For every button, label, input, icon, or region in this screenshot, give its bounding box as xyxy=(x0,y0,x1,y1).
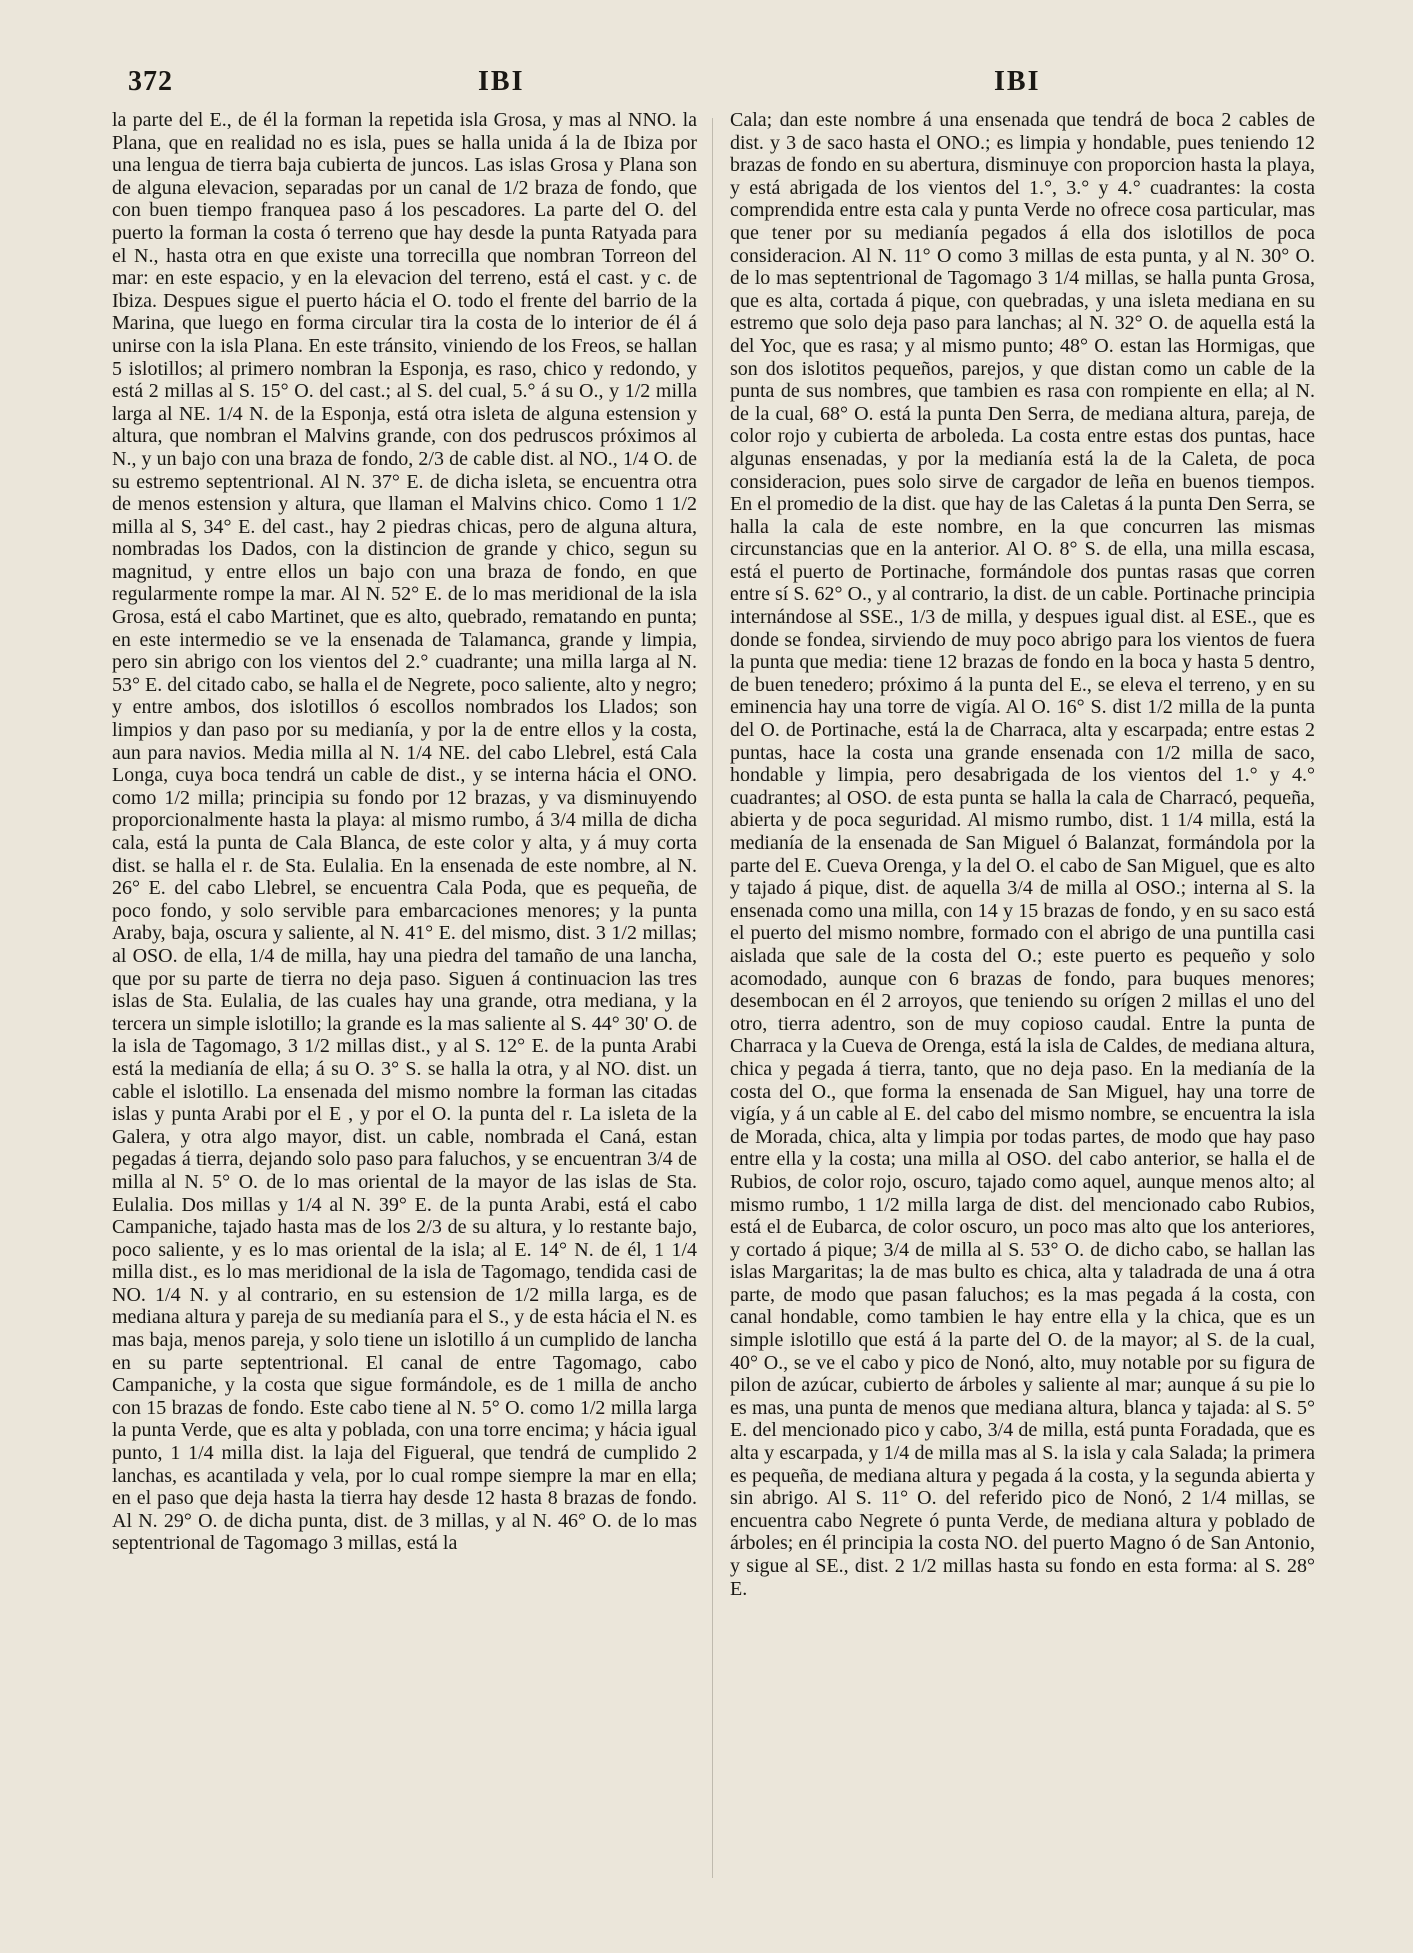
column-right-text: Cala; dan este nombre á una ensenada que tendrá de boca 2 cables de dist. y 3 de saco hasta el ONO.; es limpia y hondable, pues teniendo 12 brazas de fondo en su abertura, disminuye con proporcion hasta la playa, y está abrigada de los vientos del 1.°, 3.° y 4.° cuadrantes: la costa comprendida entre esta cala y punta Verde no ofrece cosa particular, mas que tener por su medianía pegados á ella dos islotillos de poca consideracion. Al N. 11° O como 3 millas de esta punta, y al N. 30° O. de lo mas septentrional de Tagomago 3 1/4 millas, se halla punta Grosa, que es alta, cortada á pique, con quebradas, y una isleta mediana en su estremo que solo deja paso para lanchas; al N. 32° O. de aquella está la del Yoc, que es rasa; y al mismo punto; 48° O. estan las Hormigas, que son dos islotitos pequeños, parejos, y que distan como un cable de la punta de sus nombres, que tambien es rasa con rompiente en ella; al N. de la cual, 68° O. está la punta Den Serra, de mediana altura, pareja, de color rojo y cubierta de arboleda. La costa entre estas dos puntas, hace algunas ensenadas, y por la medianía está la de la Caleta, de poca consideracion, pues solo sirve de cargador de leña en buenos tiempos. En el promedio de la dist. que hay de las Caletas á la punta Den Serra, se halla la cala de este nombre, en la que concurren las mismas circunstancias que en la anterior. Al O. 8° S. de ella, una milla escasa, está el puerto de Portinache, formándole dos puntas rasas que corren entre sí S. 62° O., y al contrario, la dist. de un cable. Portinache principia internándose al SSE., 1/3 de milla, y despues igual dist. al ESE., que es donde se fondea, sirviendo de muy poco abrigo para los vientos de fuera la punta que media: tiene 12 brazas de fondo en la boca y hasta 5 dentro, de buen tenedero; próximo á la punta del E., se eleva el terreno, y en su eminencia hay una torre de vigía. Al O. 16° S. dist 1/2 milla de la punta del O. de Portinache, está la de Charraca, alta y escarpada; entre estas 2 puntas, hace la costa una grande ensenada con 1/2 milla de saco, hondable y limpia, pero desabrigada de los vientos del 1.° y 4.° cuadrantes; al OSO. de esta punta se halla la cala de Charracó, pequeña, abierta y de poca seguridad. Al mismo rumbo, dist. 1 1/4 milla, está la medianía de la ensenada de San Miguel ó Balanzat, formándola por la parte del E. Cueva Orenga, y la del O. el cabo de San Miguel, que es alto y tajado á pique, dist. de aquella 3/4 de milla al OSO.; interna al S. la ensenada como una milla, con 14 y 15 brazas de fondo, y en su saco está el puerto del mismo nombre, formado con el abrigo de una puntilla casi aislada que sale de la costa del O.; este puerto es pequeño y solo acomodado, aunque con 6 brazas de fondo, para buques menores; desembocan en él 2 arroyos, que teniendo su orígen 2 millas el uno del otro, tierra adentro, son de muy copioso caudal. Entre la punta de Charraca y la Cueva de Orenga, está la isla de Caldes, de mediana altura, chica y pegada á tierra, tanto, que no deja paso. En la medianía de la costa del O., que forma la ensenada de San Miguel, hay una torre de vigía, y á un cable al E. del cabo del mismo nombre, se encuentra la isla de Morada, chica, alta y limpia por todas partes, de modo que hay paso entre ella y la costa; una milla al OSO. del cabo anterior, se halla el de Rubios, de color rojo, oscuro, tajado como aquel, aunque menos alto; al mismo rumbo, 1 1/2 milla larga de dist. del mencionado cabo Rubios, está el de Eubarca, de color oscuro, un poco mas alto que los anteriores, y cortado á pique; 3/4 de milla al S. 53° O. de dicho cabo, se hallan las islas Margaritas; la de mas bulto es chica, alta y taladrada de una á otra parte, de modo que pasan faluchos; es la mas pegada á la costa, con canal hondable, como tambien le hay entre ella y la chica, que es un simple islotillo que está á la parte del O. de la mayor; al S. de la cual, 40° O., se ve el cabo y pico de Nonó, alto, muy notable por su figura de pilon de azúcar, cubierto de árboles y saliente al mar; aunque á su pie lo es mas, una punta de menos que mediana altura, blanca y tajada: al S. 5° E. del mencionado pico y cabo, 3/4 de milla, está punta Foradada, que es alta y escarpada, y 1/4 de milla mas al S. la isla y cala Salada; la primera es pequeña, de mediana altura y pegada á la costa, y la segunda abierta y sin abrigo. Al S. 11° O. del referido pico de Nonó, 2 1/4 millas, se encuentra cabo Negrete ó punta Verde, de mediana altura y poblado de árboles; en él principia la costa NO. del puerto Magno ó de San Antonio, y sigue al SE., dist. 2 1/2 millas hasta su fondo en esta forma: al S. 28° E. xyxy=(730,109,1315,1600)
text-column-right xyxy=(730,109,1315,1879)
running-head-right: IBI xyxy=(994,66,1041,97)
text-column-left xyxy=(112,109,697,1879)
page-header xyxy=(108,66,1318,106)
running-head-left: IBI xyxy=(478,66,525,97)
page-number: 372 xyxy=(128,66,173,97)
column-left-text: la parte del E., de él la forman la repetida isla Grosa, y mas al NNO. la Plana, que en realidad no es isla, pues se halla unida á la de Ibiza por una lengua de tierra baja cubierta de juncos. Las islas Grosa y Plana son de alguna elevacion, separadas por un canal de 1/2 braza de fondo, que con buen tiempo franquea paso á los pescadores. La parte del O. del puerto la forman la costa ó terreno que hay desde la punta Ratyada para el N., hasta otra en que existe una torrecilla que nombran Torreon del mar: en este espacio, y en la elevacion del terreno, está el cast. y c. de Ibiza. Despues sigue el puerto hácia el O. todo el frente del barrio de la Marina, que luego en forma circular tira la costa de lo interior de él á unirse con la isla Plana. En este tránsito, viniendo de los Freos, se hallan 5 islotillos; al primero nombran la Esponja, es raso, chico y redondo, y está 2 millas al S. 15° O. del cast.; al S. del cual, 5.° á su O., y 1/2 milla larga al NE. 1/4 N. de la Esponja, está otra isleta de alguna estension y altura, que nombran el Malvins grande, con dos pedruscos próximos al N., y un bajo con una braza de fondo, 2/3 de cable dist. al NO., 1/4 O. de su estremo septentrional. Al N. 37° E. de dicha isleta, se encuentra otra de menos estension y altura, que llaman el Malvins chico. Como 1 1/2 milla al S, 34° E. del cast., hay 2 piedras chicas, pero de alguna altura, nombradas los Dados, con la distincion de grande y chico, segun su magnitud, y entre ellos un bajo con una braza de fondo, en que regularmente rompe la mar. Al N. 52° E. de lo mas meridional de la isla Grosa, está el cabo Martinet, que es alto, quebrado, rematando en punta; en este intermedio se ve la ensenada de Talamanca, grande y limpia, pero sin abrigo con los vientos del 2.° cuadrante; una milla larga al N. 53° E. del citado cabo, se halla el de Negrete, poco saliente, alto y negro; y entre ambos, dos islotillos ó escollos nombrados los Llados; son limpios y dan paso por su medianía, y por la de entre ellos y la costa, aun para navios. Media milla al N. 1/4 NE. del cabo Llebrel, está Cala Longa, cuya boca tendrá un cable de dist., y se interna hácia el ONO. como 1/2 milla; principia su fondo por 12 brazas, y va disminuyendo proporcionalmente hasta la playa: al mismo rumbo, á 3/4 milla de dicha cala, está la punta de Cala Blanca, de este color y alta, y á muy corta dist. se halla el r. de Sta. Eulalia. En la ensenada de este nombre, al N. 26° E. del cabo Llebrel, se encuentra Cala Poda, que es pequeña, de poco fondo, y solo servible para embarcaciones menores; y la punta Araby, baja, oscura y saliente, al N. 41° E. del mismo, dist. 3 1/2 millas; al OSO. de ella, 1/4 de milla, hay una piedra del tamaño de una lancha, que por su parte de tierra no deja paso. Siguen á continuacion las tres islas de Sta. Eulalia, de las cuales hay una grande, otra mediana, y la tercera un simple islotillo; la grande es la mas saliente al S. 44° 30' O. de la isla de Tagomago, 3 1/2 millas dist., y al S. 12° E. de la punta Arabi está la medianía de ella; á su O. 3° S. se halla la otra, y al NO. dist. un cable el islotillo. La ensenada del mismo nombre la forman las citadas islas y punta Arabi por el E , y por el O. la punta del r. La isleta de la Galera, y otra algo mayor, dist. un cable, nombrada el Caná, estan pegadas á tierra, dejando solo paso para faluchos, y se encuentran 3/4 de milla al N. 5° O. de lo mas oriental de la mayor de las islas de Sta. Eulalia. Dos millas y 1/4 al N. 39° E. de la punta Arabi, está el cabo Campaniche, tajado hasta mas de los 2/3 de su altura, y lo restante bajo, poco saliente, y es lo mas oriental de la isla; al E. 14° N. de él, 1 1/4 milla dist., es lo mas meridional de la isla de Tagomago, tendida casi de NO. 1/4 N. y al contrario, en su estension de 1/2 milla larga, es de mediana altura y pareja de su medianía para el S., y de esta hácia el N. es mas baja, menos pareja, y solo tiene un islotillo á un cumplido de lancha en su parte septentrional. El canal de entre Tagomago, cabo Campaniche, y la costa que sigue formándole, es de 1 milla de ancho con 15 brazas de fondo. Este cabo tiene al N. 5° O. como 1/2 milla larga la punta Verde, que es alta y poblada, con una torre encima; y hácia igual punto, 1 1/4 milla dist. la laja del Figueral, que tendrá de cumplido 2 lanchas, es acantilada y vela, por lo cual rompe siempre la mar en ella; en el paso que deja hasta la tierra hay desde 12 hasta 8 brazas de fondo. Al N. 29° O. de dicha punta, dist. de 3 millas, y al N. 46° O. de lo mas septentrional de Tagomago 3 millas, está la xyxy=(112,109,697,1555)
column-divider xyxy=(712,118,713,1878)
